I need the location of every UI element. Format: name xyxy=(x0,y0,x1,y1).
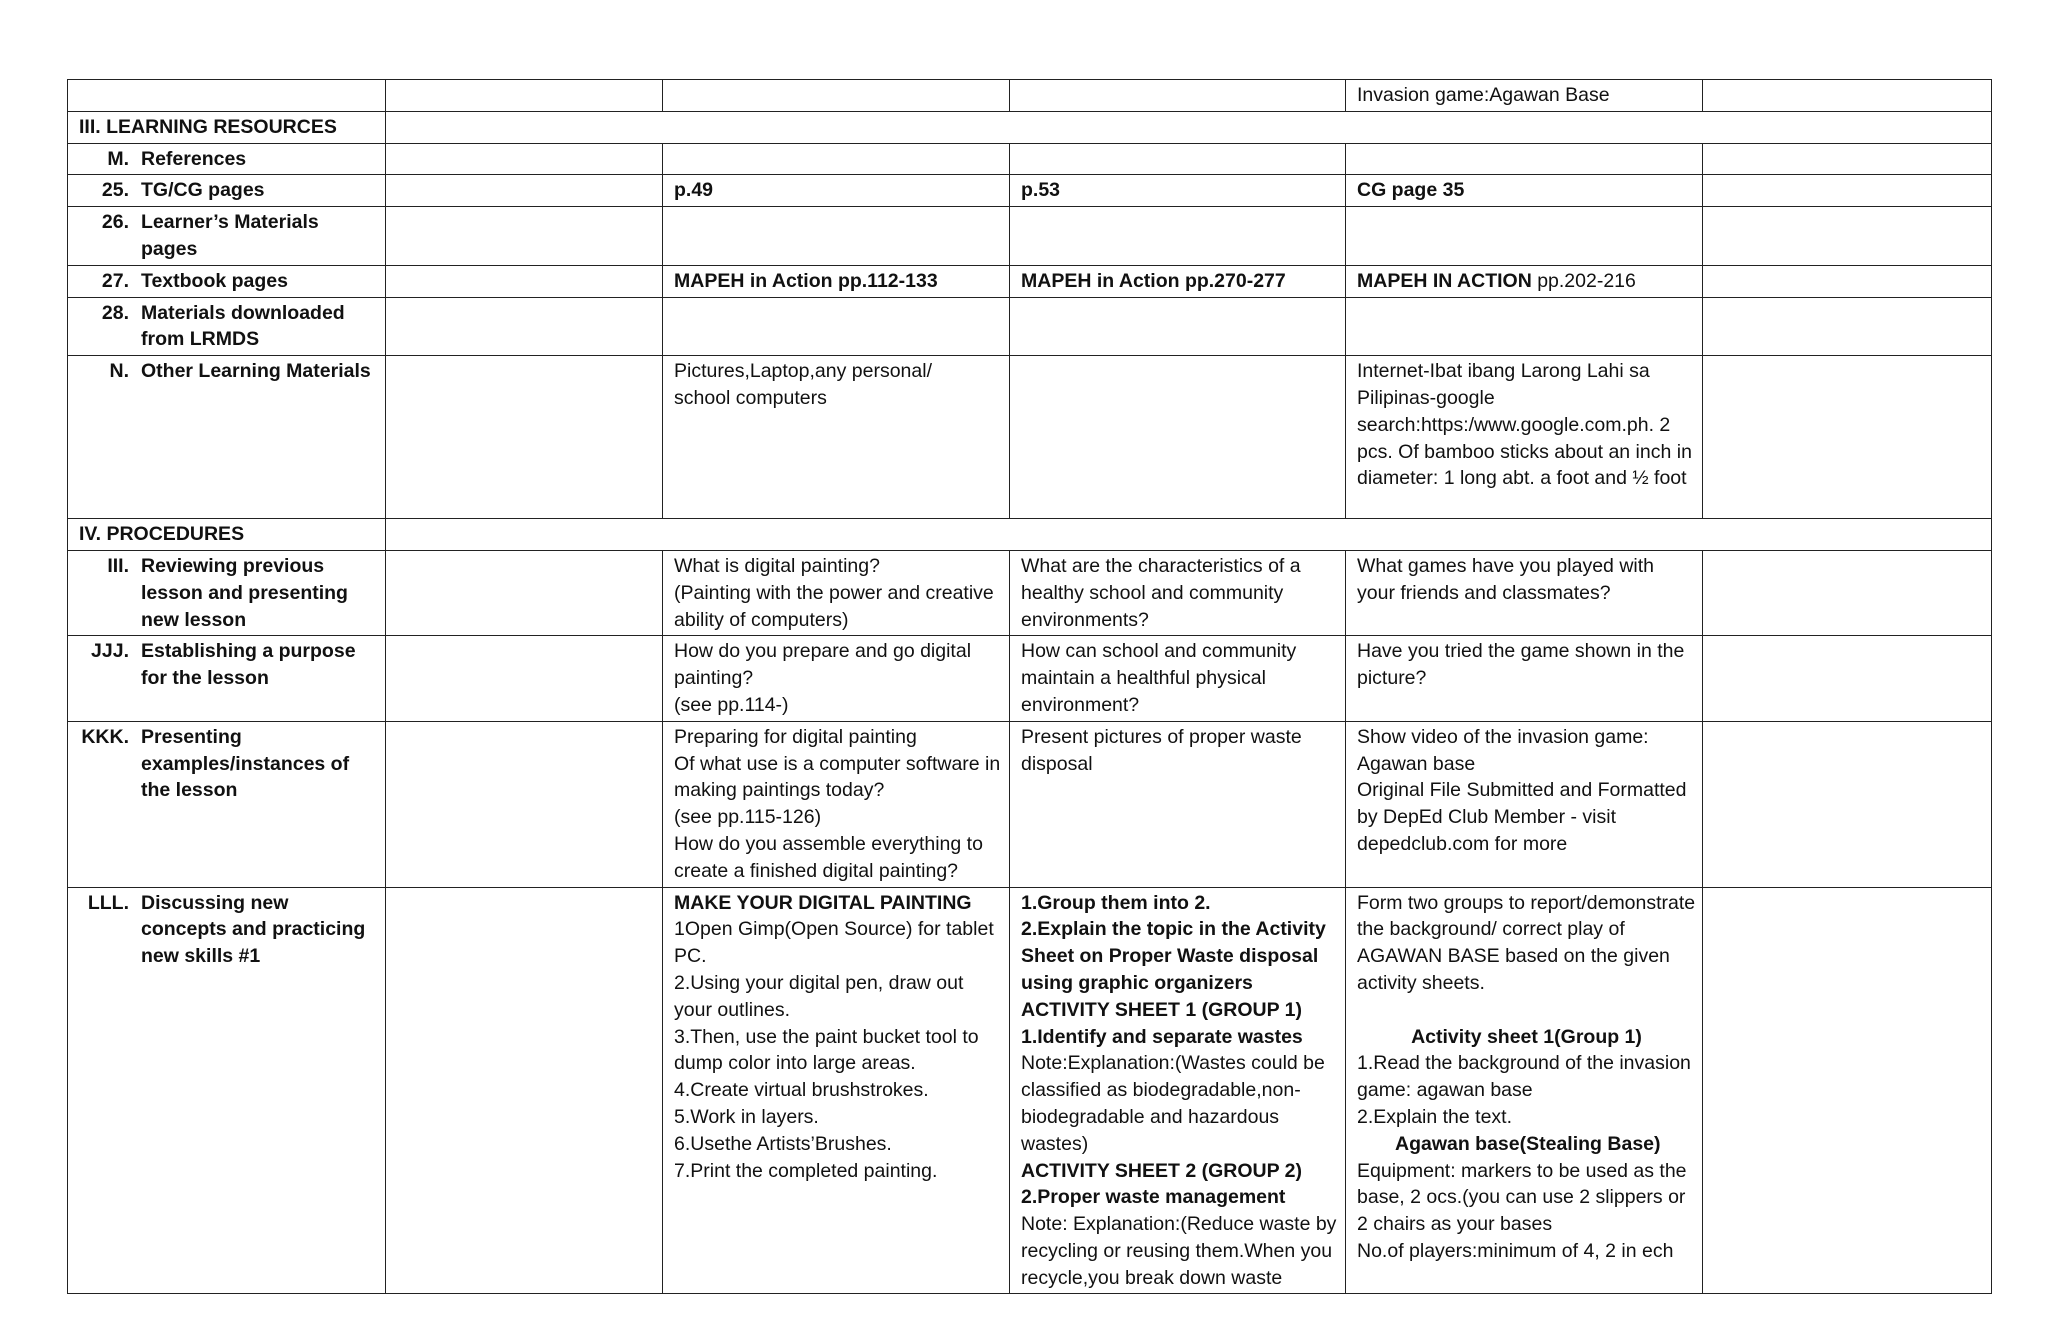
table-cell xyxy=(663,143,1010,175)
table-row xyxy=(68,175,1992,207)
table-cell: Preparing for digital painting Of what use is a computer software in making paintings today? (see pp.115-126) How do you assemble everything to create a finished digital painting? xyxy=(663,721,1010,887)
row-label: Learner’s Materials pages xyxy=(141,211,319,260)
row-label: References xyxy=(141,147,247,170)
table-cell: p.53 xyxy=(1010,175,1346,207)
table-row xyxy=(68,297,1992,356)
table-cell: Pictures,Laptop,any personal/ school computers xyxy=(663,356,1010,519)
table-row xyxy=(68,887,1992,1294)
book-title: MAPEH IN ACTION xyxy=(1357,269,1532,292)
row-number: N. xyxy=(109,360,129,383)
activity-steps: 1.Read the background of the invasion game: agawan base 2.Explain the text. xyxy=(1357,1052,1691,1128)
table-cell xyxy=(1346,297,1703,356)
table-cell: Have you tried the game shown in the picture? xyxy=(1346,636,1703,721)
table-cell xyxy=(386,207,663,266)
table-row xyxy=(68,636,1992,721)
activity-sheet-heading: Activity sheet 1(Group 1) xyxy=(1411,1025,1642,1048)
row-number: LLL. xyxy=(87,891,129,914)
table-cell: Internet-Ibat ibang Larong Lahi sa Pilipinas-google search:https:/www.google.com.ph. 2 pcs. Of bamboo sticks about an inch in diameter: 1 long abt. a foot and ½ foot xyxy=(1346,356,1703,519)
row-label-cell xyxy=(68,207,386,266)
page-range: pp.202-216 xyxy=(1531,269,1636,292)
activity-sheet-1: 1.Group them into 2. 2.Explain the topic in the Activity Sheet on Proper Waste disposal using graphic organizers ACTIVITY SHEET 1 (GROUP 1) 1.Identify and separate wastes xyxy=(1021,891,1326,1048)
table-cell xyxy=(1703,356,1992,519)
table-cell xyxy=(386,550,663,635)
table-cell: What are the characteristics of a healthy school and community environments? xyxy=(1010,550,1346,635)
table-cell xyxy=(1703,80,1992,112)
section-heading-procedures: IV. PROCEDURES xyxy=(68,519,386,551)
group-instructions: Form two groups to report/demonstrate the background/ correct play of AGAWAN BASE based on the given activity sheets. xyxy=(1357,891,1696,994)
table-cell xyxy=(1703,265,1992,297)
table-cell: MAPEH in Action pp.270-277 xyxy=(1010,265,1346,297)
table-cell: MAPEH in Action pp.112-133 xyxy=(663,265,1010,297)
row-number: 25. xyxy=(101,179,129,202)
row-label: Presenting examples/instances of the lesson xyxy=(141,725,350,802)
table-cell xyxy=(663,207,1010,266)
row-label: TG/CG pages xyxy=(141,179,265,202)
table-cell xyxy=(1010,80,1346,112)
table-cell xyxy=(663,80,1010,112)
table-cell xyxy=(1010,143,1346,175)
table-cell xyxy=(386,265,663,297)
table-cell: Show video of the invasion game: Agawan base Original File Submitted and Formatted by DepEd Club Member - visit depedclub.com for more xyxy=(1346,721,1703,887)
note-text: Note: Explanation:(Reduce waste by recycling or reusing them.When you recycle,you break down waste xyxy=(1021,1213,1337,1289)
row-label-cell xyxy=(68,636,386,721)
table-row xyxy=(68,207,1992,266)
table-cell xyxy=(386,175,663,207)
row-number: 26. xyxy=(101,211,129,234)
table-row xyxy=(68,265,1992,297)
table-cell xyxy=(1346,143,1703,175)
table-cell: Invasion game:Agawan Base xyxy=(1346,80,1703,112)
table-cell: What is digital painting? (Painting with the power and creative ability of computers) xyxy=(663,550,1010,635)
table-cell xyxy=(1010,297,1346,356)
row-number: 27. xyxy=(101,269,129,292)
row-number: JJJ. xyxy=(91,640,129,663)
table-cell: How can school and community maintain a healthful physical environment? xyxy=(1010,636,1346,721)
table-cell xyxy=(1010,207,1346,266)
table-cell xyxy=(663,297,1010,356)
row-number: 28. xyxy=(101,301,129,324)
section-row xyxy=(68,111,1992,143)
note-text: Note:Explanation:(Wastes could be classified as biodegradable,non-biodegradable and hazardous wastes) xyxy=(1021,1052,1325,1155)
table-row xyxy=(68,356,1992,519)
row-label-cell xyxy=(68,887,386,1294)
table-cell: How do you prepare and go digital painting? (see pp.114-) xyxy=(663,636,1010,721)
table-row xyxy=(68,143,1992,175)
row-label-cell xyxy=(68,356,386,519)
row-label: Reviewing previous lesson and presenting new lesson xyxy=(141,554,348,631)
game-subtitle: Agawan base(Stealing Base) xyxy=(1395,1132,1661,1155)
section-heading-learning-resources: III. LEARNING RESOURCES xyxy=(68,111,386,143)
row-label-cell xyxy=(68,265,386,297)
row-label: Establishing a purpose for the lesson xyxy=(141,640,356,690)
table-row xyxy=(68,721,1992,887)
table-cell xyxy=(1346,207,1703,266)
table-cell xyxy=(1703,550,1992,635)
table-cell xyxy=(386,636,663,721)
game-details: Equipment: markers to be used as the base, 2 ocs.(you can use 2 slippers or 2 chairs as your bases No.of players:minimum of 4, 2 in ech xyxy=(1357,1159,1687,1262)
table-cell: p.49 xyxy=(663,175,1010,207)
table-cell xyxy=(1010,356,1346,519)
table-cell: Present pictures of proper waste disposal xyxy=(1010,721,1346,887)
table-cell xyxy=(386,519,1992,551)
table-cell xyxy=(386,297,663,356)
activity-sheet-2: ACTIVITY SHEET 2 (GROUP 2) 2.Proper waste management xyxy=(1021,1159,1302,1209)
table-cell xyxy=(386,80,663,112)
row-label: Other Learning Materials xyxy=(141,360,371,383)
table-cell xyxy=(1703,636,1992,721)
table-cell xyxy=(1703,143,1992,175)
table-cell xyxy=(386,887,663,1294)
table-cell xyxy=(1703,175,1992,207)
table-cell xyxy=(1346,887,1703,1294)
table-cell xyxy=(1010,887,1346,1294)
table-row xyxy=(68,80,1992,112)
spacer xyxy=(1357,997,1696,1024)
table-cell xyxy=(663,887,1010,1294)
row-label-cell xyxy=(68,550,386,635)
table-cell xyxy=(386,721,663,887)
table-cell xyxy=(1703,887,1992,1294)
row-number: III. xyxy=(107,554,129,577)
table-cell xyxy=(386,143,663,175)
table-cell: What games have you played with your friends and classmates? xyxy=(1346,550,1703,635)
table-cell xyxy=(386,111,1992,143)
table-cell xyxy=(1703,297,1992,356)
row-label-cell xyxy=(68,721,386,887)
row-label: Textbook pages xyxy=(141,269,289,292)
table-cell: CG page 35 xyxy=(1346,175,1703,207)
row-number: KKK. xyxy=(81,725,129,748)
section-row xyxy=(68,519,1992,551)
table-cell xyxy=(1346,265,1703,297)
row-number: M. xyxy=(107,147,129,170)
row-label-cell xyxy=(68,297,386,356)
table-row xyxy=(68,550,1992,635)
activity-steps: 1Open Gimp(Open Source) for tablet PC. 2.Using your digital pen, draw out your outlines. 3.Then, use the paint bucket tool to dump color into large areas. 4.Create virtual brushstrokes. 5.Work in layers. 6.Usethe Artists’Brushes. 7.Print the completed painting. xyxy=(674,918,994,1182)
row-label: Materials downloaded from LRMDS xyxy=(141,301,345,351)
table-cell xyxy=(386,356,663,519)
lesson-plan-table xyxy=(67,79,1992,1294)
row-label-cell xyxy=(68,143,386,175)
row-label-cell xyxy=(68,175,386,207)
activity-title: MAKE YOUR DIGITAL PAINTING xyxy=(674,891,972,914)
table-cell xyxy=(68,80,386,112)
row-label: Discussing new concepts and practicing new skills #1 xyxy=(141,891,366,968)
table-cell xyxy=(1703,721,1992,887)
table-cell xyxy=(1703,207,1992,266)
